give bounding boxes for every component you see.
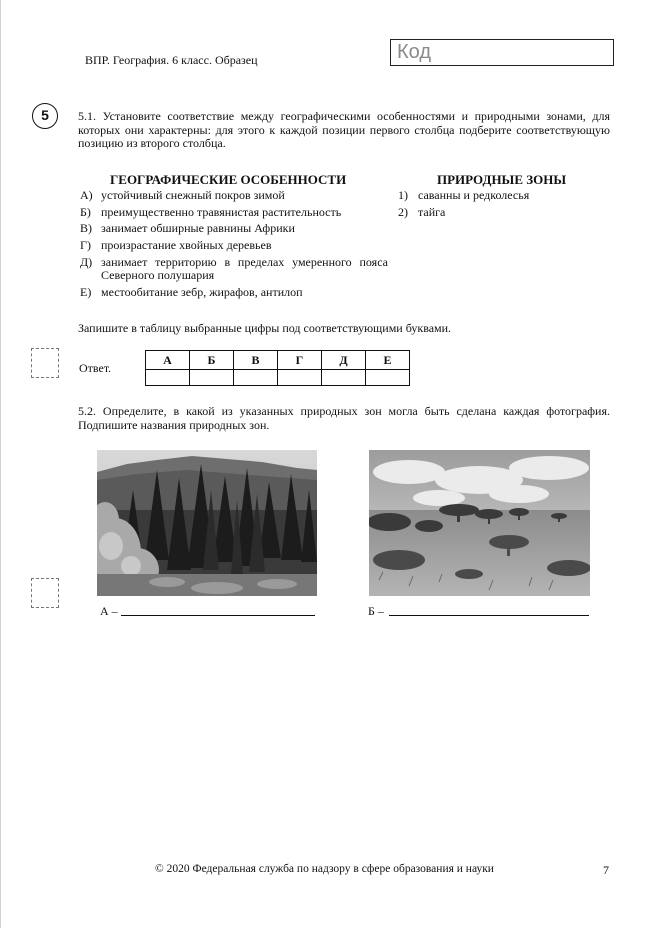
photo-b-savanna [369, 450, 590, 596]
answer-cell-g[interactable] [278, 370, 322, 386]
zone-text: тайга [418, 204, 446, 219]
photo-a-taiga [97, 450, 317, 596]
answer-cell-v[interactable] [234, 370, 278, 386]
question-5-1-text: 5.1. Установите соответствие между географическими особенностями и природными зонами, для которых они характерны: для этого к каждой позиции первого столбца подберите соответствующую позицию из второго столбца. [78, 109, 610, 150]
feature-label: Е) [80, 284, 92, 299]
answer-col-e: Е [366, 351, 410, 370]
code-input-box[interactable]: Код [390, 39, 614, 66]
answer-col-d: Д [322, 351, 366, 370]
photo-a-label: А – [100, 604, 118, 618]
score-box-5-1[interactable] [31, 348, 59, 378]
photo-a-answer-line[interactable] [121, 615, 315, 616]
zone-text: саванны и редколесья [418, 188, 530, 202]
feature-text: занимает территорию в пределах умеренного пояса Северного полушария [101, 254, 388, 283]
answer-col-a: А [146, 351, 190, 370]
feature-text: занимает обширные равнины Африки [101, 221, 295, 236]
feature-item-a [80, 189, 388, 203]
zone-label: 2) [398, 204, 408, 219]
zone-label: 1) [398, 188, 408, 202]
photo-b-label: Б – [368, 604, 384, 618]
answer-col-b: Б [190, 351, 234, 370]
zones-heading: ПРИРОДНЫЕ ЗОНЫ [437, 172, 567, 187]
task-number-badge: 5 [32, 103, 58, 129]
answer-cell-e[interactable] [366, 370, 410, 386]
feature-label: Б) [80, 204, 91, 219]
answer-header-row [146, 351, 410, 370]
answer-instruction: Запишите в таблицу выбранные цифры под соответствующими буквами. [78, 321, 452, 335]
feature-label: Д) [80, 254, 93, 269]
feature-text: устойчивый снежный покров зимой [101, 188, 285, 202]
feature-item-v [80, 222, 388, 236]
answer-cell-d[interactable] [322, 370, 366, 386]
score-box-5-2[interactable] [31, 578, 59, 608]
feature-item-g [80, 239, 388, 253]
answer-col-v: В [234, 351, 278, 370]
feature-label: Г) [80, 238, 91, 253]
feature-item-e [80, 286, 388, 300]
feature-label: А) [80, 188, 93, 202]
header-title: ВПР. География. 6 класс. Образец [85, 53, 258, 67]
zone-item-1 [398, 189, 598, 203]
feature-text: местообитание зебр, жирафов, антилоп [101, 284, 303, 299]
footer-copyright: © 2020 Федеральная служба по надзору в сфере образования и науки [155, 863, 494, 875]
zone-item-2 [398, 206, 598, 220]
answer-label: Ответ. [79, 361, 112, 375]
page-edge [0, 0, 1, 928]
feature-text: преимущественно травянистая растительность [101, 204, 342, 219]
answer-cell-b[interactable] [190, 370, 234, 386]
answer-col-g: Г [278, 351, 322, 370]
page-number: 7 [603, 863, 609, 877]
features-list [80, 189, 388, 303]
zones-list [398, 189, 598, 222]
feature-text: произрастание хвойных деревьев [101, 238, 272, 253]
features-heading: ГЕОГРАФИЧЕСКИЕ ОСОБЕННОСТИ [110, 172, 347, 187]
answer-cell-a[interactable] [146, 370, 190, 386]
answer-input-row [146, 370, 410, 386]
feature-item-d [80, 256, 388, 283]
answer-table [145, 350, 410, 386]
feature-item-b [80, 206, 388, 220]
photo-b-answer-line[interactable] [389, 615, 589, 616]
question-5-2-text: 5.2. Определите, в какой из указанных природных зон могла быть сделана каждая фотография. Подпишите названия природных зон. [78, 404, 610, 432]
feature-label: В) [80, 221, 92, 236]
